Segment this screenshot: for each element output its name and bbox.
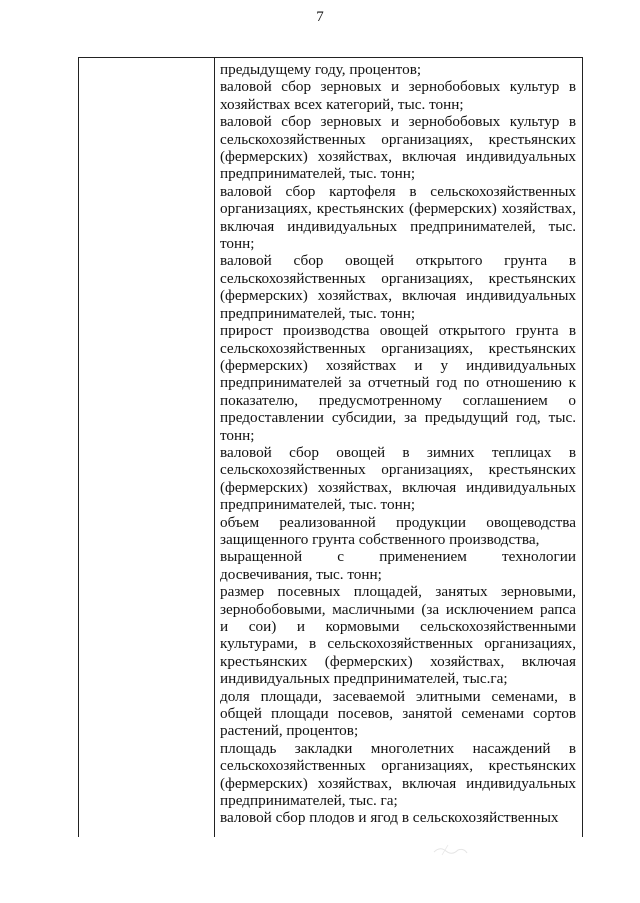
indicator-item: валовой сбор овощей в зимних теплицах в сельскохозяйственных организациях, крестьянских (фермерских) хозяйствах, включая индивидуальных предпринимателей, тыс. тонн; <box>220 443 576 514</box>
indicator-item: выращенной с применением технологии досвечивания, тыс. тонн; <box>220 548 576 583</box>
indicator-item: прирост производства овощей открытого грунта в сельскохозяйственных организациях, крестьянских (фермерских) хозяйствах и у индивидуальных предпринимателей за отчетный год по отношению к показателю, предусмотренному соглашением о предоставлении субсидии, за предыдущий год, тыс. тонн; <box>220 322 576 444</box>
indicator-item: валовой сбор зерновых и зернобобовых культур в хозяйствах всех категорий, тыс. тонн; <box>220 78 576 113</box>
indicator-item: валовой сбор овощей открытого грунта в сельскохозяйственных организациях, крестьянских (фермерских) хозяйствах, включая индивидуальных предпринимателей, тыс. тонн; <box>220 252 576 322</box>
indicator-item: доля площади, засеваемой элитными семенами, в общей площади посевов, занятой семенами сортов растений, процентов; <box>220 687 576 740</box>
indicator-item: валовой сбор плодов и ягод в сельскохозяйственных <box>220 809 559 827</box>
document-table <box>78 57 583 837</box>
page-number: 7 <box>316 9 324 25</box>
table-left-cell <box>79 58 215 837</box>
indicator-item: предыдущему году, процентов; <box>220 61 422 78</box>
indicator-item: валовой сбор картофеля в сельскохозяйственных организациях, крестьянских (фермерских) хозяйствах, включая индивидуальных предпринимателей, тыс. тонн; <box>220 182 576 253</box>
table-right-cell <box>215 58 582 827</box>
indicator-item: площадь закладки многолетних насаждений в сельскохозяйственных организациях, крестьянских (фермерских) хозяйствах, включая индивидуальных предпринимателей, тыс. га; <box>220 739 576 810</box>
indicator-item: объем реализованной продукции овощеводства защищенного грунта собственного производства, <box>220 513 576 548</box>
indicator-item: размер посевных площадей, занятых зерновыми, зернобобовыми, масличными (за исключением рапса и сои) и кормовыми сельскохозяйственными культурами, в сельскохозяйственных организациях, крестьянских (фермерских) хозяйствах, включая индивидуальных предпринимателей, тыс.га; <box>220 583 576 688</box>
scan-artifact-mark <box>430 842 470 858</box>
indicator-item: валовой сбор зерновых и зернобобовых культур в сельскохозяйственных организациях, крестьянских (фермерских) хозяйствах, включая индивидуальных предпринимателей, тыс. тонн; <box>220 113 576 183</box>
